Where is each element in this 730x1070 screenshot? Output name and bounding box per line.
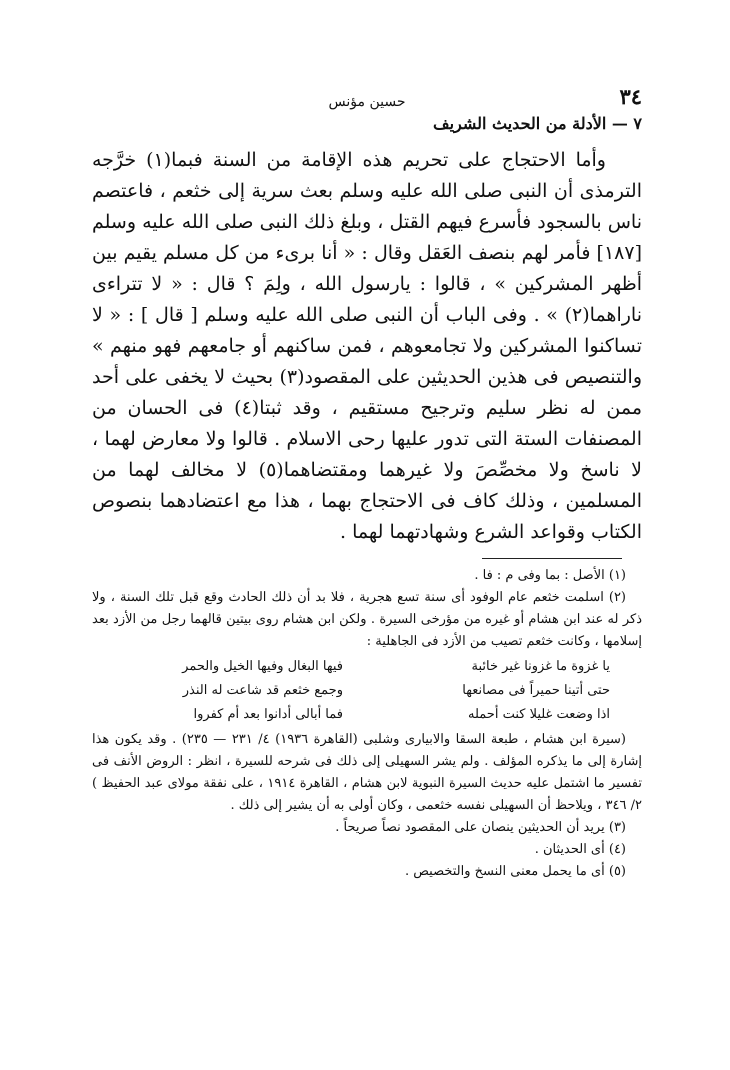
poem-verse: وجمع خثعم قد شاعت له النذر <box>182 683 343 698</box>
poem <box>116 655 610 727</box>
body-paragraph: وأما الاحتجاج على تحريم هذه الإقامة من السنة فبما(١) خرَّجه الترمذى أن النبى صلى الله عليه وسلم بعث سرية إلى خثعم ، فاعتصم ناس بالسجود فأسرع فيهم القتل ، وبلغ ذلك النبى صلى الله عليه وسلم [١٨٧] فأمر لهم بنصف العَقل وقال : « أنا برىء من كل مسلم يقيم بين أظهر المشركين » ، قالوا : يارسول الله ، ولِمَ ؟ قال : « لا تتراءى ناراهما(٢) » . وفى الباب أن النبى صلى الله عليه وسلم [ قال ] : « لا تساكنوا المشركين ولا تجامعوهم ، فمن ساكنهم أو جامعهم فهو منهم » والتنصيص فى هذين الحديثين على المقصود(٣) بحيث لا يخفى على أحد ممن له نظر سليم وترجيح مستقيم ، وقد ثبتا(٤) فى الحسان من المصنفات الستة التى تدور عليها رحى الاسلام . قالوا ولا معارض لهما ، لا ناسخ ولا مخصِّصَ ولا غيرهما ومقتضاهما(٥) لا مخالف لهما من المسلمين ، وذلك كاف فى الاحتجاج بهما ، هذا مع اعتضادهما بنصوص الكتاب وقواعد الشرع وشهادتهما لهما . <box>92 149 642 543</box>
footnotes <box>92 565 642 883</box>
footnote-5: (٥) أى ما يحمل معنى النسخ والتخصيص . <box>404 864 626 879</box>
poem-verse: يا غزوة ما غزونا غير خائبة <box>471 659 610 674</box>
footnote-3: (٣) يريد أن الحديثين ينصان على المقصود نصاً صريحاً . <box>335 820 626 835</box>
main-text <box>92 145 642 548</box>
running-head: حسين مؤنس <box>328 94 406 110</box>
poem-verse: اذا وضعت غليلا كنت أحمله <box>468 707 610 722</box>
page-header <box>92 78 642 108</box>
poem-verse: فيها البغال وفيها الخيل والحمر <box>182 659 343 674</box>
footnote-2: (٢) اسلمت خثعم عام الوفود أى سنة تسع هجرية ، فلا بد أن ذلك الحادث وقع قبل تلك السنة ، ولا ذكر له عند ابن هشام أو غيره من مؤرخى السيرة . ولكن ابن هشام روى بيتين قالهما رجل من الأزد بعد إسلامها ، وكانت خثعم تصيب من الأزد فى الجاهلية : <box>92 590 642 649</box>
section-title: ٧ — الأدلة من الحديث الشريف <box>433 114 642 133</box>
footnote-1: (١) الأصل : بما وفى م : فا . <box>474 568 626 583</box>
page-number: ٣٤ <box>619 84 642 109</box>
poem-verse: فما أبالى أدانوا بعد أم كفروا <box>193 707 343 722</box>
footnote-4: (٤) أى الحديثان . <box>534 842 626 857</box>
poem-verse: حتى أتينا حميراً فى مصانعها <box>462 683 610 698</box>
footnote-2-citation: (سيرة ابن هشام ، طبعة السقا والابيارى وشلبى (القاهرة ١٩٣٦) ٤/ ٢٣١ — ٢٣٥) . وقد يكون هذا إشارة إلى ما يذكره المؤلف . ولم يشر السهيلى إلى ذلك فى شرحه للسيرة ، انظر : الروض الأنف فى تفسير ما اشتمل عليه حديث السيرة النبوية لابن هشام ، القاهرة ١٩١٤ ، على نفقة مولاى عبد الحفيظ ) ٢/ ٣٤٦ ، ويلاحظ أن السهيلى نفسه خثعمى ، وكان أولى به أن يشير إلى ذلك . <box>92 732 642 813</box>
footnote-divider <box>482 558 622 559</box>
